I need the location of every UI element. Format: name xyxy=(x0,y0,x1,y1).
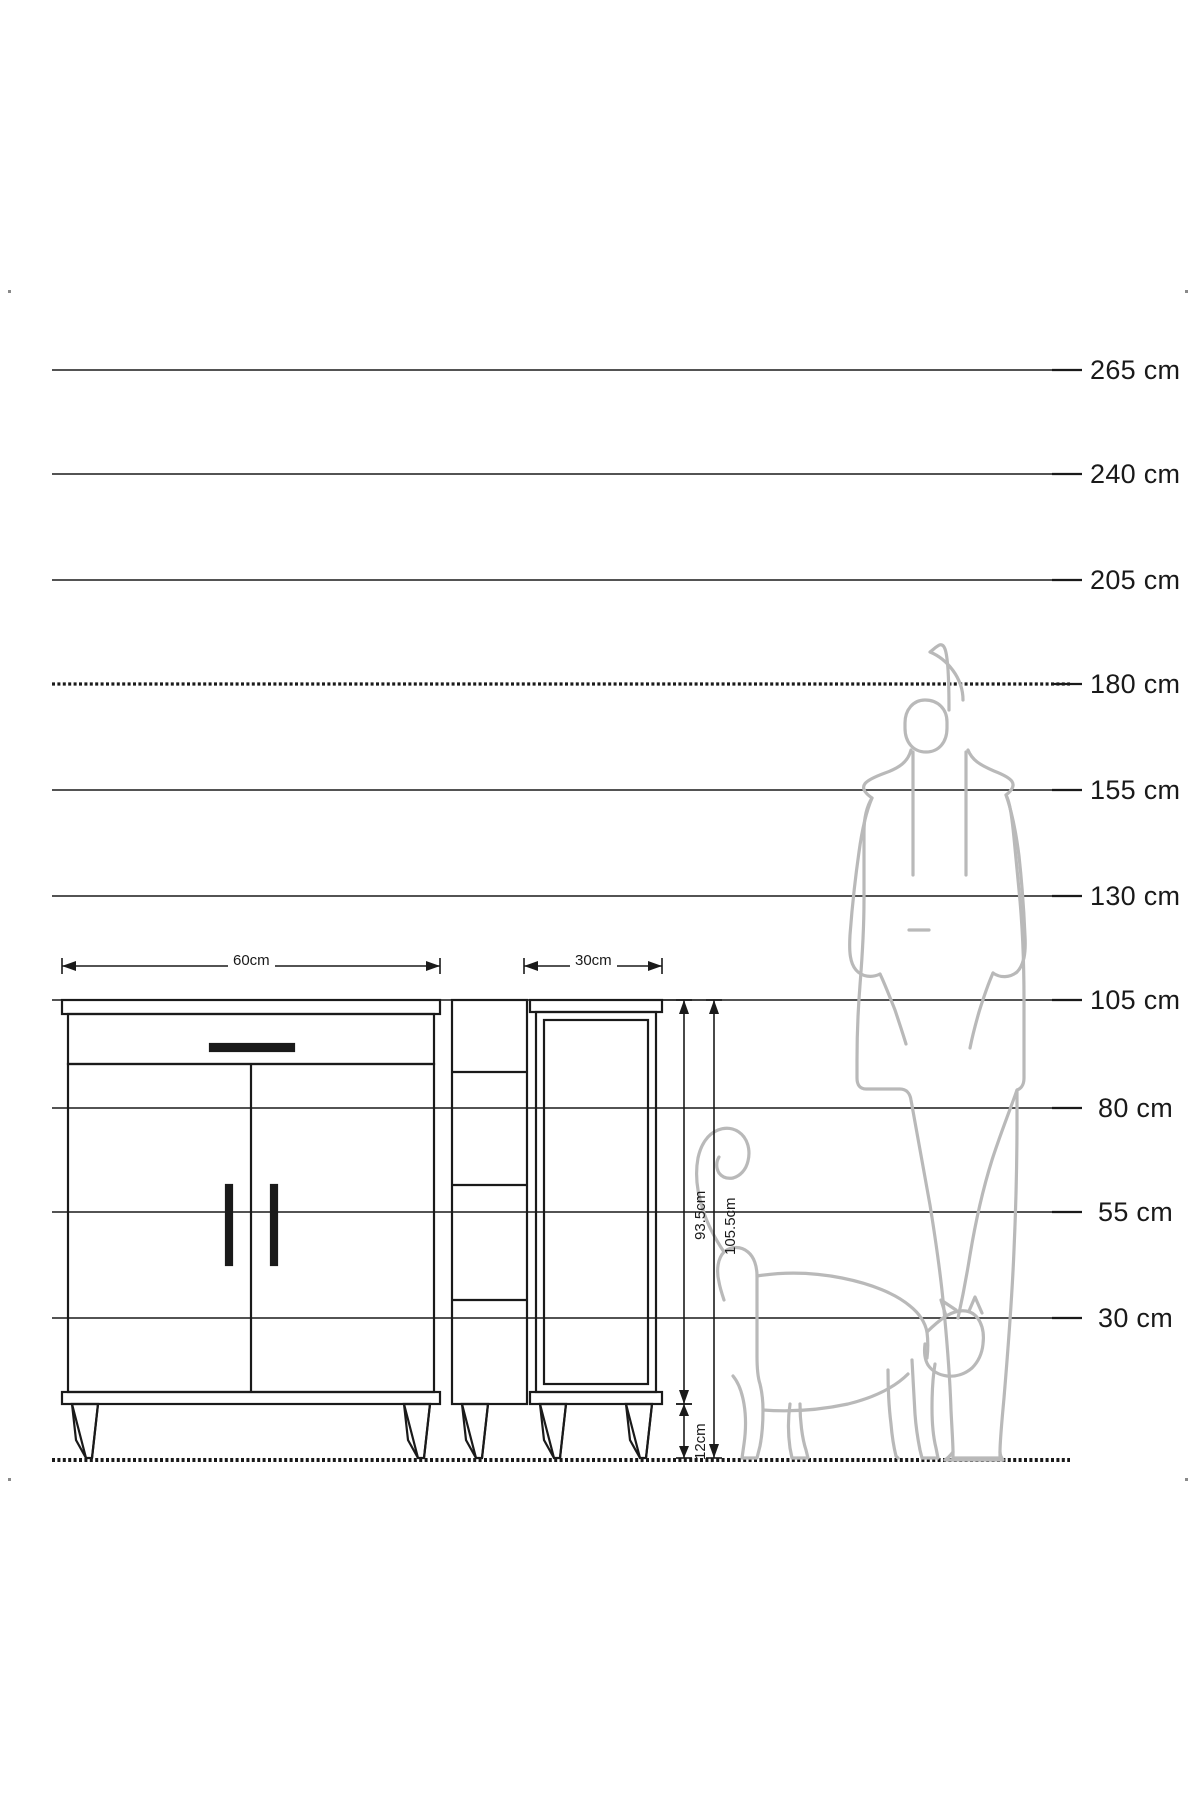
dimension-leg-height xyxy=(676,1404,692,1458)
scale-label-180: 180 cm xyxy=(1090,669,1181,699)
scale-label-105: 105 cm xyxy=(1090,985,1181,1015)
scale-label-240: 240 cm xyxy=(1090,459,1181,489)
tall-cabinet xyxy=(530,1000,662,1458)
dimension-label-tall-width: 30cm xyxy=(570,952,617,969)
dimension-label-leg-height: 12cm xyxy=(692,1423,709,1460)
sideboard-cabinet xyxy=(62,1000,440,1458)
scale-label-55: 55 cm xyxy=(1098,1197,1174,1227)
scale-label-205: 205 cm xyxy=(1090,565,1181,595)
cabinet-side-profile xyxy=(452,1000,527,1458)
scale-label-130: 130 cm xyxy=(1090,881,1181,911)
dimension-label-total-height: 105.5cm xyxy=(722,1197,739,1255)
scale-label-30: 30 cm xyxy=(1098,1303,1174,1333)
dimension-body-height xyxy=(662,1000,692,1404)
scale-label-80: 80 cm xyxy=(1098,1093,1174,1123)
scale-label-155: 155 cm xyxy=(1090,775,1181,805)
cat-silhouette xyxy=(697,1128,984,1458)
scale-tick-marks xyxy=(1052,370,1082,1318)
dimension-label-cabinet-width: 60cm xyxy=(228,952,275,969)
scale-label-265: 265 cm xyxy=(1090,355,1181,385)
dimension-label-body-height: 93.5cm xyxy=(692,1190,709,1240)
